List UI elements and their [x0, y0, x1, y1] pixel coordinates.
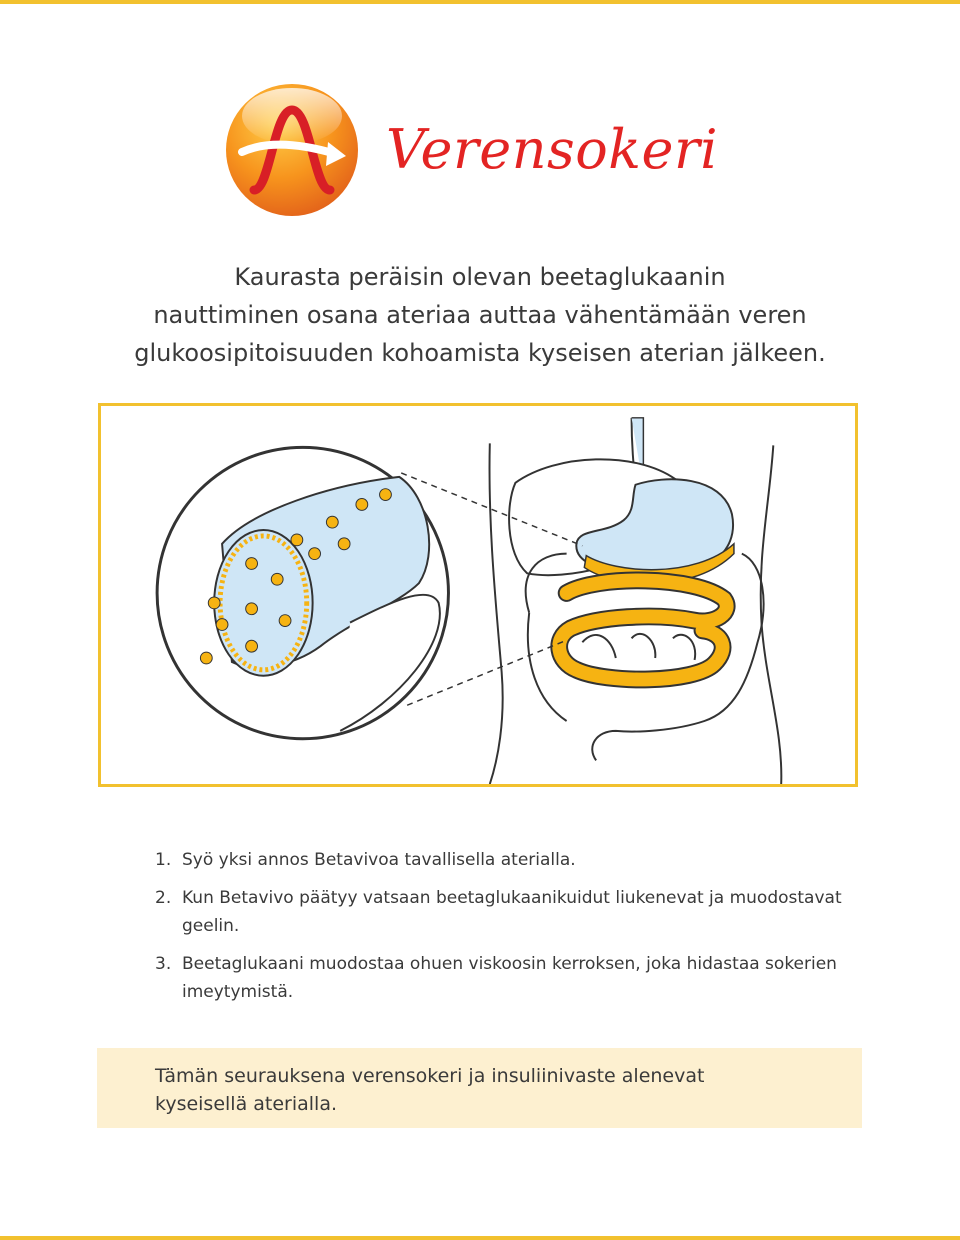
list-item	[155, 846, 845, 874]
bottom-rule	[0, 1236, 960, 1240]
header	[224, 82, 718, 218]
intro-line: glukoosipitoisuuden kohoamista kyseisen aterian jälkeen.	[134, 339, 826, 367]
illustration-frame	[98, 403, 858, 787]
list-item	[155, 950, 845, 1006]
list-item	[155, 884, 845, 940]
step-number: 3.	[155, 954, 172, 974]
intro-line: nauttiminen osana ateriaa auttaa vähentämään veren	[153, 301, 807, 329]
step-number: 1.	[155, 850, 172, 870]
intro-line: Kaurasta peräisin olevan beetaglukaanin	[234, 263, 726, 291]
blood-sugar-curve-icon	[224, 82, 360, 218]
step-text: Beetaglukaani muodostaa ohuen viskoosin kerroksen, joka hidastaa sokerien imeytymistä.	[182, 954, 837, 1002]
steps-list	[155, 846, 845, 1016]
step-number: 2.	[155, 888, 172, 908]
page-title: Verensokeri	[386, 118, 719, 181]
top-rule	[0, 0, 960, 4]
step-text: Syö yksi annos Betavivoa tavallisella aterialla.	[182, 850, 576, 870]
result-callout	[97, 1048, 862, 1128]
digestive-system-illustration	[101, 406, 855, 784]
result-line: Tämän seurauksena verensokeri ja insuliinivaste alenevat	[155, 1065, 705, 1087]
step-text: Kun Betavivo päätyy vatsaan beetaglukaanikuidut liukenevat ja muodostavat geelin.	[182, 888, 842, 936]
result-line: kyseisellä aterialla.	[155, 1093, 338, 1115]
intro-text	[80, 258, 880, 372]
